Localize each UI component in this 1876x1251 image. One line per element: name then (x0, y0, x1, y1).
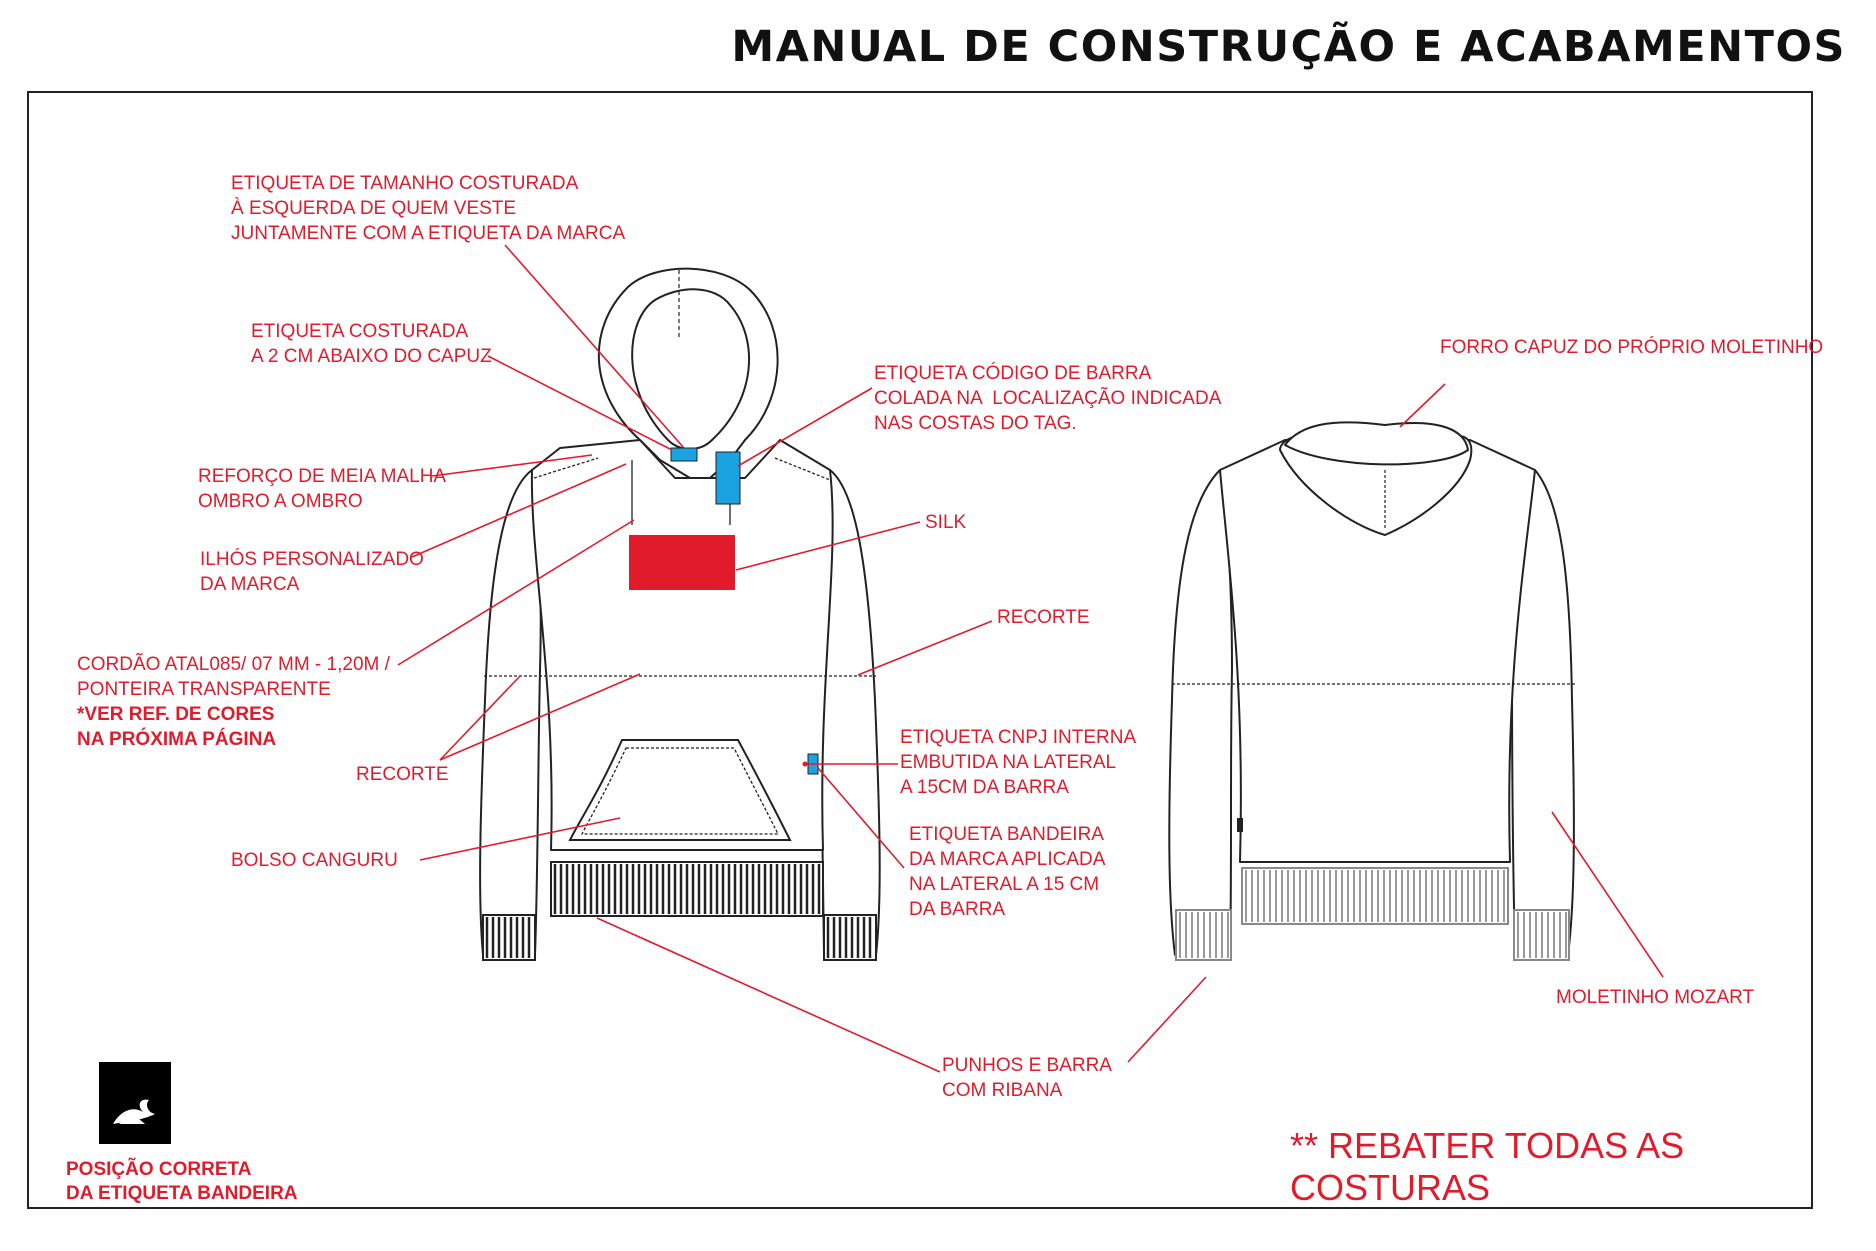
label-moletinho: MOLETINHO MOZART (1556, 987, 1755, 1008)
label-cordao: CORDÃO ATAL085/ 07 MM - 1,20M / PONTEIRA TRANSPARENTE (77, 654, 390, 700)
label-etiqueta-costurada: ETIQUETA COSTURADA A 2 CM ABAIXO DO CAPUZ (251, 321, 492, 367)
silk-print (629, 535, 735, 590)
label-etiqueta-bandeira: ETIQUETA BANDEIRA DA MARCA APLICADA NA LATERAL A 15 CM DA BARRA (909, 824, 1106, 920)
logo-caption: POSIÇÃO CORRETA DA ETIQUETA BANDEIRA (66, 1159, 298, 1204)
label-forro: FORRO CAPUZ DO PRÓPRIO MOLETINHO (1440, 337, 1824, 358)
label-silk: SILK (925, 512, 967, 533)
label-bolso: BOLSO CANGURU (231, 850, 398, 871)
front-hoodie (480, 269, 880, 955)
cnpj-dot (803, 762, 808, 767)
page-title: MANUAL DE CONSTRUÇÃO E ACABAMENTOS (731, 22, 1846, 72)
label-ilhos: ILHÓS PERSONALIZADO DA MARCA (200, 549, 424, 595)
label-ver-ref: *VER REF. DE CORES NA PRÓXIMA PÁGINA (77, 704, 277, 750)
label-recorte-right: RECORTE (997, 607, 1090, 628)
size-label-tag (671, 448, 697, 461)
quiksilver-logo-icon (99, 1062, 171, 1144)
front-ribbing (483, 862, 876, 960)
front-left-sleeve (480, 470, 541, 955)
label-reforco: REFORÇO DE MEIA MALHA OMBRO A OMBRO (198, 466, 447, 512)
brand-logo (99, 1062, 171, 1144)
label-etiqueta-cnpj: ETIQUETA CNPJ INTERNA EMBUTIDA NA LATERAL A 15CM DA BARRA (900, 727, 1137, 798)
front-left-cuff-rib (483, 915, 535, 960)
front-right-cuff-rib (824, 915, 876, 960)
label-recorte-left: RECORTE (356, 764, 449, 785)
back-side-tag (1237, 818, 1243, 832)
rebater-note: ** REBATER TODAS AS COSTURAS (1290, 1125, 1685, 1208)
barcode-tag (716, 452, 740, 504)
label-etiqueta-codigo: ETIQUETA CÓDIGO DE BARRA COLADA NA LOCALIZAÇÃO INDICADA NAS COSTAS DO TAG. (874, 363, 1222, 434)
label-punhos: PUNHOS E BARRA COM RIBANA (942, 1055, 1112, 1101)
back-left-sleeve (1169, 470, 1232, 955)
label-etiqueta-tamanho: ETIQUETA DE TAMANHO COSTURADA À ESQUERDA DE QUEM VESTE JUNTAMENTE COM A ETIQUETA DA MARCA (231, 173, 626, 244)
